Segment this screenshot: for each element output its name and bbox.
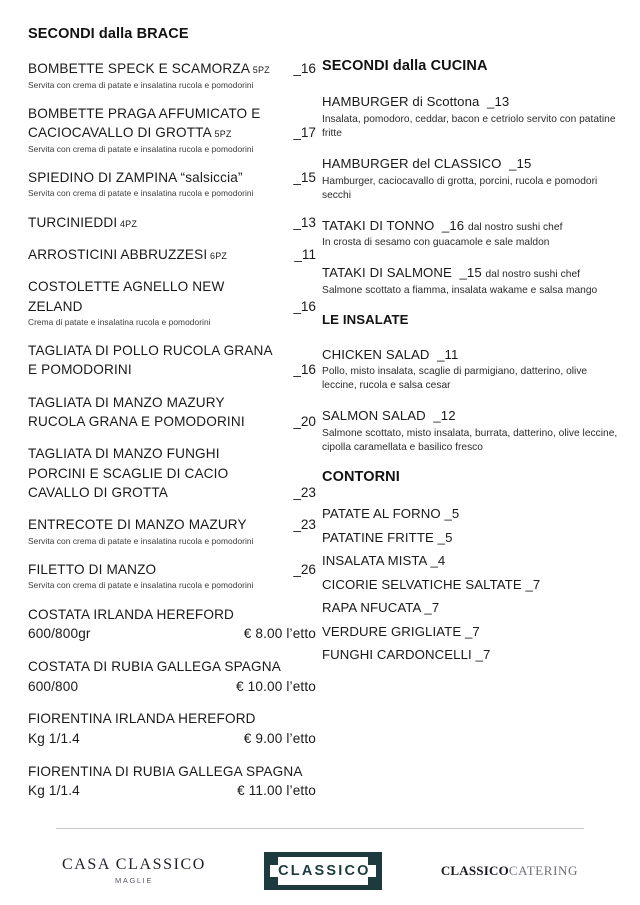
weight-item-name: COSTATA DI RUBIA GALLEGA SPAGNA — [28, 658, 281, 674]
menu-item-name: TURCINIEDDI 4PZ — [28, 214, 138, 230]
contorni-item: PATATINE FRITTE _5 — [322, 529, 453, 545]
weight-item-row — [28, 677, 316, 697]
menu-item — [28, 515, 316, 547]
menu-item — [322, 407, 618, 455]
menu-item-description: Crema di patate e insalatina rucola e pomodorini — [28, 316, 211, 327]
weight-item-price: € 9.00 l’etto — [243, 731, 316, 747]
menu-item-heading — [322, 407, 618, 425]
menu-item-row — [28, 277, 316, 316]
menu-item-quantity: 4PZ — [117, 218, 138, 229]
menu-item-quantity: 5PZ — [211, 129, 232, 140]
weight-menu-item — [28, 605, 316, 644]
menu-item — [322, 93, 618, 141]
menu-item-name: CHICKEN SALAD — [322, 346, 430, 362]
menu-item-price: _15 — [293, 169, 316, 185]
menu-item — [28, 393, 316, 432]
menu-item-row — [28, 245, 316, 264]
menu-item-price: _11 — [294, 246, 316, 262]
menu-item-price: _16 — [293, 298, 316, 314]
logo-classico-text: CLASSICO — [278, 863, 371, 879]
menu-item-name: SPIEDINO DI ZAMPINA “salsiccia” — [28, 169, 243, 185]
menu-item — [28, 560, 316, 592]
menu-item-price: _26 — [293, 561, 316, 577]
menu-item-name: TAGLIATA DI MANZO MAZURY RUCOLA GRANA E POMODORINI — [28, 394, 245, 430]
menu-item-price: _12 — [433, 408, 456, 424]
logo-catering-light: CATERING — [508, 863, 578, 878]
footer-divider — [56, 828, 584, 829]
menu-item-name: COSTOLETTE AGNELLO NEW ZELAND — [28, 279, 225, 314]
menu-item-heading — [322, 93, 618, 111]
menu-item-quantity: 6PZ — [207, 250, 228, 261]
menu-item — [28, 277, 316, 328]
weight-item-price: € 8.00 l’etto — [243, 626, 316, 642]
menu-item-note: dal nostro sushi chef — [485, 269, 581, 281]
menu-item-name: TAGLIATA DI POLLO RUCOLA GRANA E POMODORINI — [28, 343, 272, 378]
weight-item-weight: Kg 1/1.4 — [28, 783, 80, 799]
contorni-item-list — [322, 502, 618, 667]
menu-item — [28, 341, 316, 380]
section-title-cucina: SECONDI dalla CUCINA — [322, 58, 488, 74]
left-column — [28, 26, 316, 814]
menu-item — [322, 155, 618, 203]
menu-item-price: _23 — [293, 484, 316, 500]
weight-item-row — [28, 729, 316, 749]
logo-classico-box — [264, 852, 382, 890]
menu-item-row — [28, 560, 316, 579]
contorni-item: FUNGHI CARDONCELLI _7 — [322, 647, 491, 663]
weight-item-weight: 600/800gr — [28, 626, 91, 642]
menu-item-description: Servita con crema di patate e insalatina rucola e pomodorini — [28, 188, 254, 199]
menu-item-price: _13 — [293, 214, 316, 230]
menu-item-name: TAGLIATA DI MANZO FUNGHI PORCINI E SCAGLIE DI CACIO CAVALLO DI GROTTA — [28, 446, 229, 500]
insalate-item-list — [322, 346, 618, 455]
menu-item-price: _11 — [437, 346, 459, 362]
logo-casa-classico — [62, 857, 206, 885]
menu-item-price: _15 — [509, 156, 532, 172]
menu-item-heading — [322, 155, 618, 173]
weight-item-name: FIORENTINA DI RUBIA GALLEGA SPAGNA — [28, 763, 303, 779]
weight-item-name: FIORENTINA IRLANDA HEREFORD — [28, 711, 256, 727]
logo-classico-catering — [441, 863, 578, 879]
menu-item-description: Servita con crema di patate e insalatina rucola e pomodorini — [28, 580, 254, 591]
menu-item — [28, 444, 316, 502]
menu-item-name: HAMBURGER di Scottona — [322, 94, 480, 110]
menu-item-name: TATAKI DI TONNO — [322, 217, 435, 233]
menu-item — [28, 213, 316, 232]
menu-item-name: FILETTO DI MANZO — [28, 561, 157, 577]
logo-casa-sub: MAGLIE — [115, 876, 153, 886]
logo-casa-main: CASA CLASSICO — [62, 856, 206, 874]
menu-item-row — [28, 341, 316, 380]
menu-item-description: Salmone scottato a fiamma, insalata wakame e salsa mango — [322, 284, 598, 296]
contorni-item: RAPA NFUCATA _7 — [322, 600, 440, 616]
menu-item-name: BOMBETTE SPECK E SCAMORZA 5PZ — [28, 61, 270, 77]
footer — [0, 828, 640, 905]
menu-item-price: _20 — [293, 414, 316, 430]
menu-item-row — [28, 213, 316, 232]
contorni-item: VERDURE GRIGLIATE _7 — [322, 623, 480, 639]
weight-menu-item — [28, 762, 316, 801]
menu-item — [322, 264, 618, 298]
menu-item-heading — [322, 217, 618, 235]
menu-item-row — [28, 393, 316, 432]
menu-item-row — [28, 104, 316, 143]
menu-item-name: ENTRECOTE DI MANZO MAZURY — [28, 517, 247, 533]
menu-item-price: _16 — [293, 61, 316, 77]
menu-item-description: Pollo, misto insalata, scaglie di parmigiano, datterino, olive leccine, rucola e salsa cesar — [322, 366, 588, 392]
menu-item-description: Salmone scottato, misto insalata, burrata, datterino, olive leccine, cipolla caramellata e basilico fresco — [322, 427, 618, 453]
menu-item-description: Hamburger, caciocavallo di grotta, porcini, rucola e pomodori secchi — [322, 175, 598, 201]
menu-item-description: Servita con crema di patate e insalatina rucola e pomodorini — [28, 535, 254, 546]
section-title-brace: SECONDI dalla BRACE — [28, 26, 189, 42]
logo-catering-bold: CLASSICO — [440, 863, 509, 878]
menu-item-row — [28, 168, 316, 187]
menu-item-description: Servita con crema di patate e insalatina rucola e pomodorini — [28, 143, 254, 154]
footer-logos — [56, 840, 584, 902]
menu-item-price: _23 — [293, 517, 316, 533]
menu-item-row — [28, 444, 316, 502]
section-title-insalate: LE INSALATE — [322, 311, 409, 327]
menu-item — [28, 104, 316, 155]
menu-item-heading — [322, 346, 618, 364]
weight-menu-item — [28, 709, 316, 748]
contorni-item: CICORIE SELVATICHE SALTATE _7 — [322, 576, 541, 592]
menu-item-price: _16 — [293, 362, 316, 378]
menu-item — [28, 168, 316, 200]
weight-item-price: € 10.00 l’etto — [236, 678, 316, 694]
menu-item — [322, 217, 618, 251]
menu-item-name: BOMBETTE PRAGA AFFUMICATO E CACIOCAVALLO DI GROTTA 5PZ — [28, 106, 261, 141]
menu-item-description: Insalata, pomodoro, ceddar, bacon e cetriolo servito con patatine fritte — [322, 113, 616, 139]
menu-item-description: In crosta di sesamo con guacamole e sale maldon — [322, 237, 550, 249]
weight-item-name: COSTATA IRLANDA HEREFORD — [28, 606, 235, 622]
menu-item — [322, 346, 618, 394]
menu-item — [28, 59, 316, 91]
weight-item-row — [28, 624, 316, 644]
menu-item-price: _16 — [441, 217, 465, 233]
menu-item — [28, 245, 316, 264]
menu-item-name: ARROSTICINI ABBRUZZESI 6PZ — [28, 246, 228, 262]
menu-item-description: Servita con crema di patate e insalatina rucola e pomodorini — [28, 79, 254, 90]
menu-item-row — [28, 515, 316, 534]
menu-item-price: _15 — [459, 265, 482, 281]
menu-item-price: _17 — [293, 125, 316, 141]
menu-item-name: SALMON SALAD — [322, 408, 426, 424]
menu-item-note: dal nostro sushi chef — [468, 221, 563, 233]
weight-item-list — [28, 605, 316, 802]
cucina-item-list — [322, 93, 618, 297]
menu-item-row — [28, 59, 316, 78]
weight-menu-item — [28, 657, 316, 696]
menu-item-heading — [322, 264, 618, 282]
contorni-item: INSALATA MISTA _4 — [322, 553, 446, 569]
weight-item-price: € 11.00 l’etto — [237, 783, 316, 799]
right-column — [322, 58, 618, 667]
weight-item-weight: Kg 1/1.4 — [28, 731, 80, 747]
menu-item-name: TATAKI DI SALMONE — [322, 265, 452, 281]
brace-item-list — [28, 59, 316, 591]
menu-item-quantity: 5PZ — [250, 65, 270, 76]
section-title-contorni: CONTORNI — [322, 468, 400, 485]
weight-item-weight: 600/800 — [28, 678, 79, 694]
menu-item-name: HAMBURGER del CLASSICO — [322, 156, 502, 172]
contorni-item: PATATE AL FORNO _5 — [322, 506, 460, 522]
weight-item-row — [28, 781, 316, 801]
menu-item-price: _13 — [487, 94, 510, 110]
